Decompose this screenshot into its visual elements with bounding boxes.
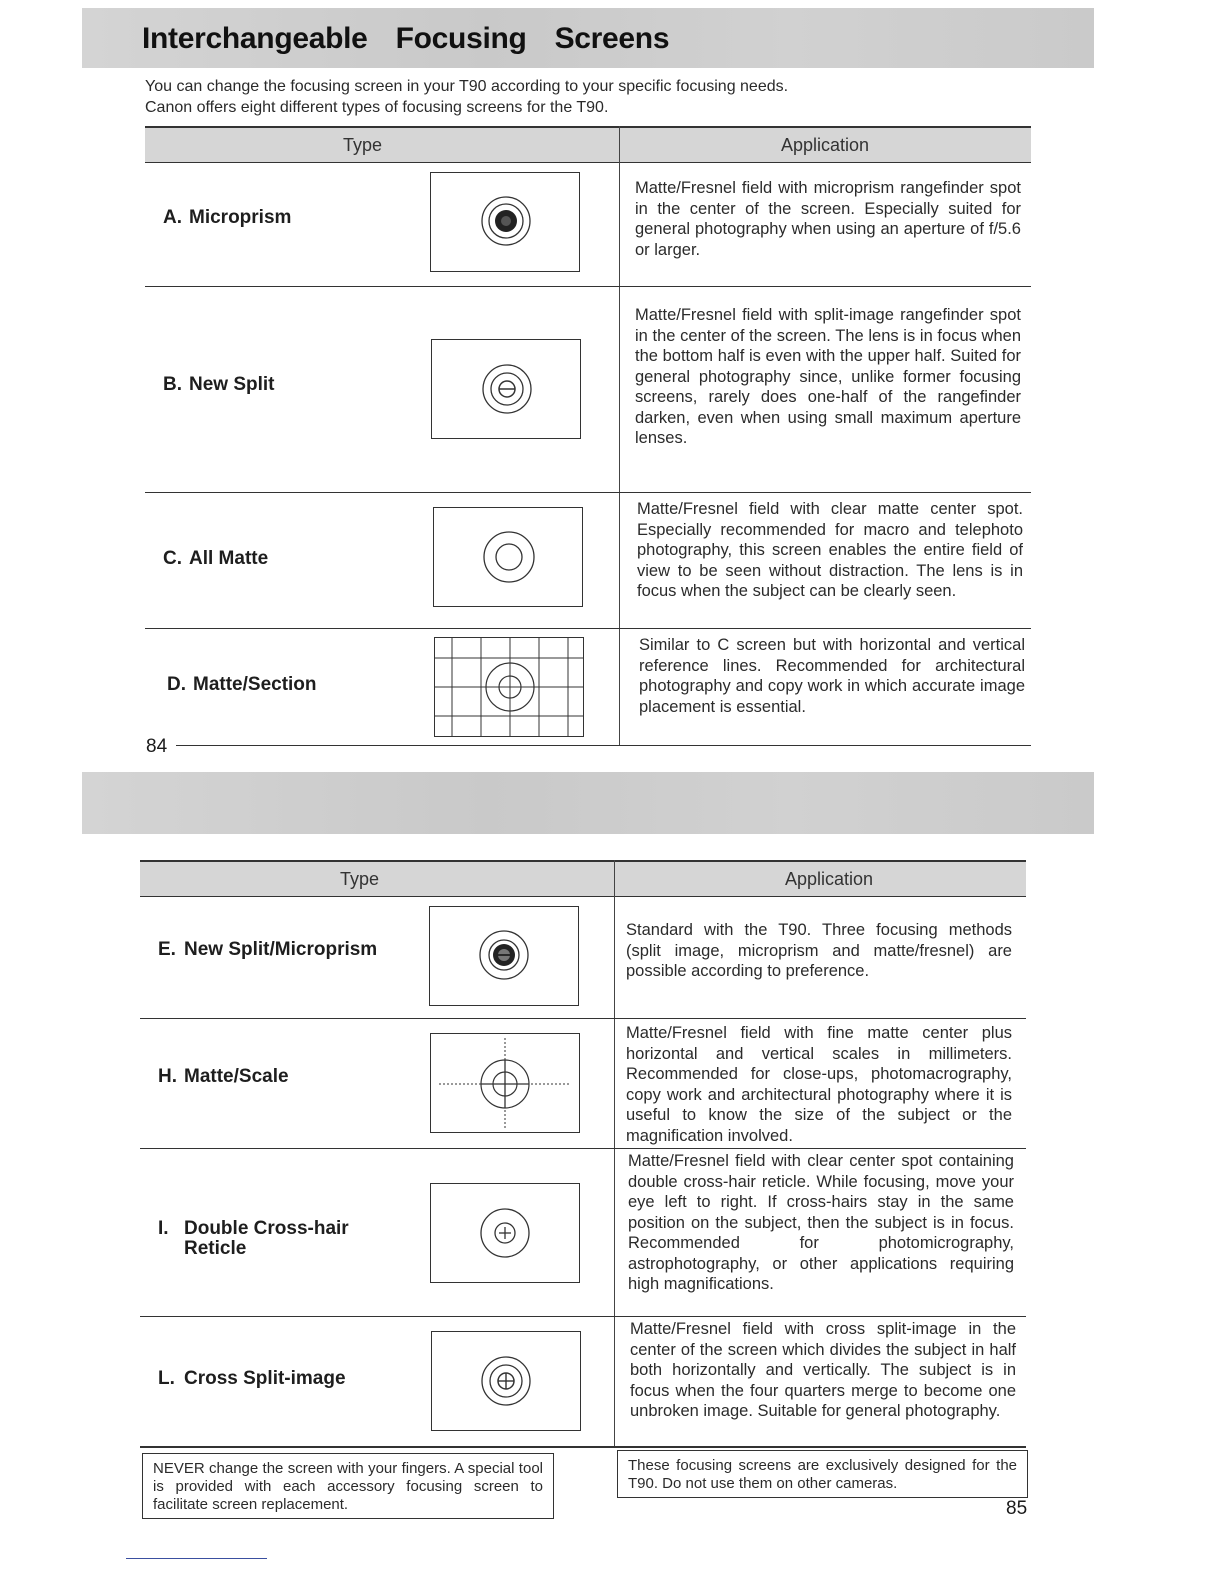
screen-type-name: A. Microprism xyxy=(163,207,292,228)
screen-type-name: L. Cross Split-image xyxy=(158,1368,346,1389)
section-banner xyxy=(82,772,1094,834)
column-header-type: Type xyxy=(343,135,383,155)
column-header-type: Type xyxy=(340,869,380,889)
compatibility-note: These focusing screens are exclusively designed for the T90. Do not use them on other cameras. xyxy=(617,1450,1028,1498)
application-text: Matte/Fresnel field with clear center spot containing double cross-hair reticle. While focusing, move your eye left to right. If cross-hairs stay in the same position on the subject, then the subject is in focus. Recommended for photomicrography, astrophotography, or other applications requiring high magnifications. xyxy=(628,1152,1014,1293)
screen-type-name: C. All Matte xyxy=(163,548,269,569)
application-text: Matte/Fresnel field with split-image rangefinder spot in the center of the screen. The lens is in focus when the bottom half is even with the upper half. Suited for general photography since, unlike former focusing screens, rarely does one-half of the rangefinder darken, even when using small maximum aperture lenses. xyxy=(635,306,1021,447)
cross-split-screen-icon xyxy=(431,1331,581,1431)
cross-hair-screen-icon xyxy=(430,1183,580,1283)
title-banner xyxy=(82,8,1094,68)
section-grid-screen-icon xyxy=(434,637,584,737)
screen-type-name: D. Matte/Section xyxy=(167,674,317,695)
table-row xyxy=(145,286,1031,493)
application-text: Standard with the T90. Three focusing methods (split image, microprism and matte/fresnel) are possible according to preference. xyxy=(626,921,1012,980)
scale-screen-icon xyxy=(430,1033,580,1133)
screen-type-name: B. New Split xyxy=(163,374,275,395)
footer-rule xyxy=(176,745,1031,746)
split-image-screen-icon xyxy=(431,339,581,439)
screens-table-2 xyxy=(140,860,1026,1448)
table-row xyxy=(140,1316,1026,1449)
matte-screen-icon xyxy=(433,507,583,607)
split-microprism-screen-icon xyxy=(429,906,579,1006)
intro-line-1: You can change the focusing screen in your T90 according to your specific focusing needs. xyxy=(145,78,789,95)
page-title: Interchangeable Focusing Screens xyxy=(142,22,670,55)
application-text: Matte/Fresnel field with cross split-image in the center of the screen which divides the subject in half both horizontally and vertically. The subject is in focus when the four quarters merge to become one unbroken image. Suitable for general photography. xyxy=(630,1320,1016,1420)
warning-note: NEVER change the screen with your fingers. A special tool is provided with each accessory focusing screen to facilitate screen replacement. xyxy=(142,1453,554,1519)
table-row xyxy=(140,894,1026,1018)
application-text: Matte/Fresnel field with fine matte center plus horizontal and vertical scales in millimeters. Recommended for close-ups, photomacrography, copy work and architectural photography where it is useful to know the size of the subject or the magnification involved. xyxy=(626,1024,1012,1145)
column-header-application: Application xyxy=(785,869,874,889)
table-row xyxy=(145,160,1031,284)
intro-text xyxy=(145,76,965,118)
footer-rule xyxy=(126,1558,267,1559)
application-text: Similar to C screen but with horizontal and vertical reference lines. Recommended for architectural photography and copy work in which accurate image placement is essential. xyxy=(639,636,1025,716)
table-row xyxy=(140,1148,1026,1317)
page-number: 84 xyxy=(146,736,168,757)
screens-table-1 xyxy=(145,126,1031,746)
table-row xyxy=(140,1018,1026,1149)
microprism-screen-icon xyxy=(430,172,580,272)
screen-type-name: E. New Split/Microprism xyxy=(158,939,378,960)
table-row xyxy=(145,492,1031,629)
table-bottom-rule xyxy=(140,1446,1026,1448)
application-text: Matte/Fresnel field with clear matte center spot. Especially recommended for macro and telephoto photography, this screen enables the entire field of view to be seen without distraction. The lens is in focus when the subject can be clearly seen. xyxy=(637,500,1023,600)
application-text: Matte/Fresnel field with microprism rangefinder spot in the center of the screen. Especially suited for general photography when using an aperture of f/5.6 or larger. xyxy=(635,179,1021,259)
intro-line-2: Canon offers eight different types of focusing screens for the T90. xyxy=(145,99,609,116)
screen-type-name: I. Double Cross-hair Reticle xyxy=(158,1218,349,1259)
table-header xyxy=(140,860,1026,897)
table-row xyxy=(145,628,1031,747)
screen-type-name: H. Matte/Scale xyxy=(158,1066,289,1087)
column-header-application: Application xyxy=(781,135,870,155)
table-header xyxy=(145,126,1031,163)
page-number: 85 xyxy=(1006,1498,1028,1519)
